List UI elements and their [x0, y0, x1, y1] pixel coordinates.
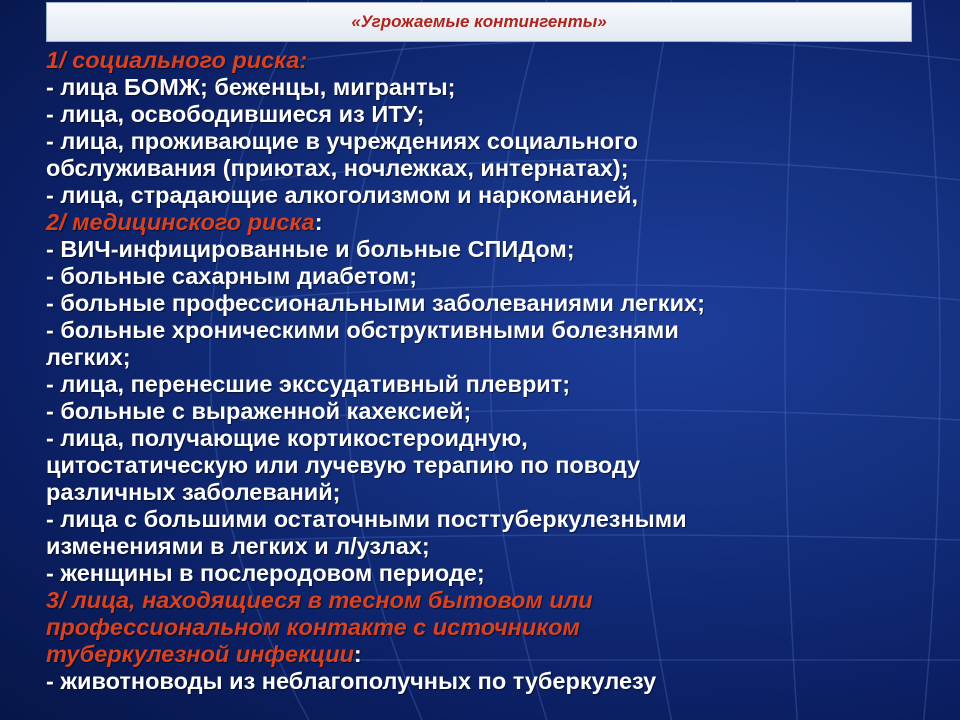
list-item: - больные профессиональными заболеваниями легких;	[46, 290, 705, 316]
list-item: - лица, проживающие в учреждениях социального	[46, 128, 638, 154]
slide-content	[46, 47, 946, 695]
list-item: - больные с выраженной кахексией;	[46, 398, 472, 424]
section3-heading-line: 3/ лица, находящиеся в тесном бытовом или	[46, 587, 593, 613]
slide-title	[46, 2, 912, 42]
section3-heading-text: туберкулезной инфекции	[46, 641, 354, 667]
list-item: легких;	[46, 344, 131, 370]
section2-heading-colon: :	[314, 209, 323, 235]
section2-heading-text: 2/ медицинского риска	[46, 209, 315, 235]
list-item: различных заболеваний;	[46, 479, 341, 505]
list-item: - лица, освободившиеся из ИТУ;	[46, 101, 425, 127]
list-item: изменениями в легких и л/узлах;	[46, 533, 430, 559]
list-item: обслуживания (приютах, ночлежках, интернатах);	[46, 155, 629, 181]
list-item: - больные сахарным диабетом;	[46, 263, 418, 289]
list-item: - лица, перенесшие экссудативный плеврит;	[46, 371, 571, 397]
list-item: цитостатическую или лучевую терапию по поводу	[46, 452, 641, 478]
slide-title-text: «Угрожаемые контингенты»	[351, 12, 607, 31]
list-item: - лица БОМЖ; беженцы, мигранты;	[46, 74, 456, 100]
section3-heading-colon: :	[353, 641, 362, 667]
list-item: - ВИЧ-инфицированные и больные СПИДом;	[46, 236, 575, 262]
section1-heading: 1/ социального риска:	[46, 47, 308, 73]
list-item: - лица с большими остаточными посттуберкулезными	[46, 506, 687, 532]
list-item: - больные хроническими обструктивными болезнями	[46, 317, 679, 343]
list-item: - женщины в послеродовом периоде;	[46, 560, 485, 586]
list-item: - лица, получающие кортикостероидную,	[46, 425, 528, 451]
section3-heading-line: профессиональном контакте с источником	[46, 614, 580, 640]
section3-heading-line	[46, 641, 946, 668]
section2-heading	[46, 209, 946, 236]
list-item: - животноводы из неблагополучных по туберкулезу	[46, 668, 657, 694]
list-item: - лица, страдающие алкоголизмом и наркоманией,	[46, 182, 638, 208]
